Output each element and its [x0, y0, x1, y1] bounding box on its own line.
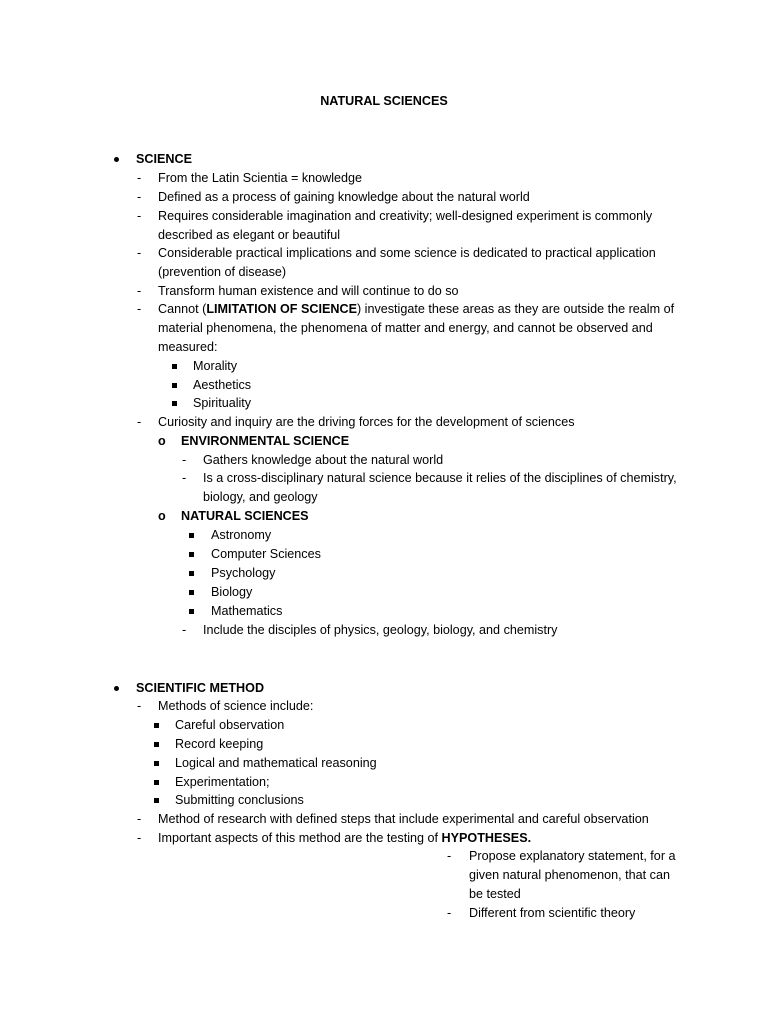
square-bullet — [172, 401, 177, 406]
natural-science-item: Astronomy — [211, 528, 272, 542]
circle-marker: o — [158, 509, 166, 523]
list-item-continued: described as elegant or beautiful — [158, 228, 341, 242]
dash-marker: - — [137, 171, 142, 185]
list-item: Propose explanatory statement, for a — [469, 849, 676, 863]
square-bullet — [189, 552, 194, 557]
dash-marker: - — [137, 831, 142, 845]
dash-marker: - — [447, 906, 452, 920]
list-item-continued: (prevention of disease) — [158, 265, 287, 279]
square-bullet — [189, 590, 194, 595]
list-item: Curiosity and inquiry are the driving forces for the development of sciences — [158, 415, 575, 429]
circle-marker: o — [158, 434, 166, 448]
list-item: Considerable practical implications and some science is dedicated to practical application — [158, 246, 656, 260]
natural-science-item: Mathematics — [211, 604, 283, 618]
list-item: From the Latin Scientia = knowledge — [158, 171, 363, 185]
list-item: Gathers knowledge about the natural world — [203, 453, 444, 467]
dash-marker: - — [447, 849, 452, 863]
dash-marker: - — [137, 190, 142, 204]
list-item-continued: biology, and geology — [203, 490, 318, 504]
list-item-limitation — [158, 303, 674, 316]
method-item: Submitting conclusions — [175, 793, 304, 807]
square-bullet — [172, 383, 177, 388]
list-item: Methods of science include: — [158, 699, 314, 713]
square-bullet — [154, 761, 159, 766]
dash-marker: - — [137, 284, 142, 298]
square-bullet — [189, 571, 194, 576]
list-item: Defined as a process of gaining knowledge about the natural world — [158, 190, 530, 204]
limitation-bold: LIMITATION OF SCIENCE — [206, 302, 357, 316]
dash-marker: - — [137, 209, 142, 223]
bullet-dot — [114, 686, 119, 691]
dash-marker: - — [137, 246, 142, 260]
dash-marker: - — [182, 453, 187, 467]
list-item: Requires considerable imagination and creativity; well-designed experiment is commonly — [158, 209, 653, 223]
method-item: Experimentation; — [175, 775, 270, 789]
section-heading-scientific-method: SCIENTIFIC METHOD — [136, 681, 265, 695]
square-bullet — [154, 723, 159, 728]
square-bullet — [154, 742, 159, 747]
list-item-continued: be tested — [469, 887, 521, 901]
square-bullet — [154, 798, 159, 803]
natural-science-item: Psychology — [211, 566, 276, 580]
natural-science-item: Biology — [211, 585, 253, 599]
dash-marker: - — [137, 302, 142, 316]
method-item: Logical and mathematical reasoning — [175, 756, 377, 770]
list-item-hypotheses — [158, 832, 531, 845]
dash-marker: - — [137, 812, 142, 826]
limit-item: Morality — [193, 359, 238, 373]
square-bullet — [189, 533, 194, 538]
page-title: NATURAL SCIENCES — [320, 94, 448, 108]
method-item: Record keeping — [175, 737, 264, 751]
list-item: Include the disciples of physics, geology, biology, and chemistry — [203, 623, 558, 637]
square-bullet — [189, 609, 194, 614]
list-item: Method of research with defined steps that include experimental and careful observation — [158, 812, 649, 826]
dash-marker: - — [182, 623, 187, 637]
dash-marker: - — [137, 699, 142, 713]
section-heading-science: SCIENCE — [136, 152, 192, 166]
bullet-dot — [114, 157, 119, 162]
list-item-continued: measured: — [158, 340, 218, 354]
list-item-continued: given natural phenomenon, that can — [469, 868, 670, 882]
dash-marker: - — [137, 415, 142, 429]
subheading-natural-sciences: NATURAL SCIENCES — [181, 509, 309, 523]
list-item: Transform human existence and will continue to do so — [158, 284, 459, 298]
subheading-environmental-science: ENVIRONMENTAL SCIENCE — [181, 434, 350, 448]
list-item: Different from scientific theory — [469, 906, 636, 920]
limitation-text-post: ) investigate these areas as they are outside the realm of — [356, 302, 675, 316]
limitation-text-pre: Cannot ( — [158, 302, 207, 316]
list-item-continued: material phenomena, the phenomena of matter and energy, and cannot be observed and — [158, 321, 653, 335]
limit-item: Aesthetics — [193, 378, 252, 392]
list-item: Is a cross-disciplinary natural science because it relies of the disciplines of chemistry, — [203, 471, 677, 485]
square-bullet — [154, 780, 159, 785]
method-item: Careful observation — [175, 718, 285, 732]
hypotheses-text-pre: Important aspects of this method are the testing of — [158, 831, 442, 845]
natural-science-item: Computer Sciences — [211, 547, 321, 561]
square-bullet — [172, 364, 177, 369]
hypotheses-bold: HYPOTHESES. — [441, 831, 532, 845]
limit-item: Spirituality — [193, 396, 252, 410]
dash-marker: - — [182, 471, 187, 485]
